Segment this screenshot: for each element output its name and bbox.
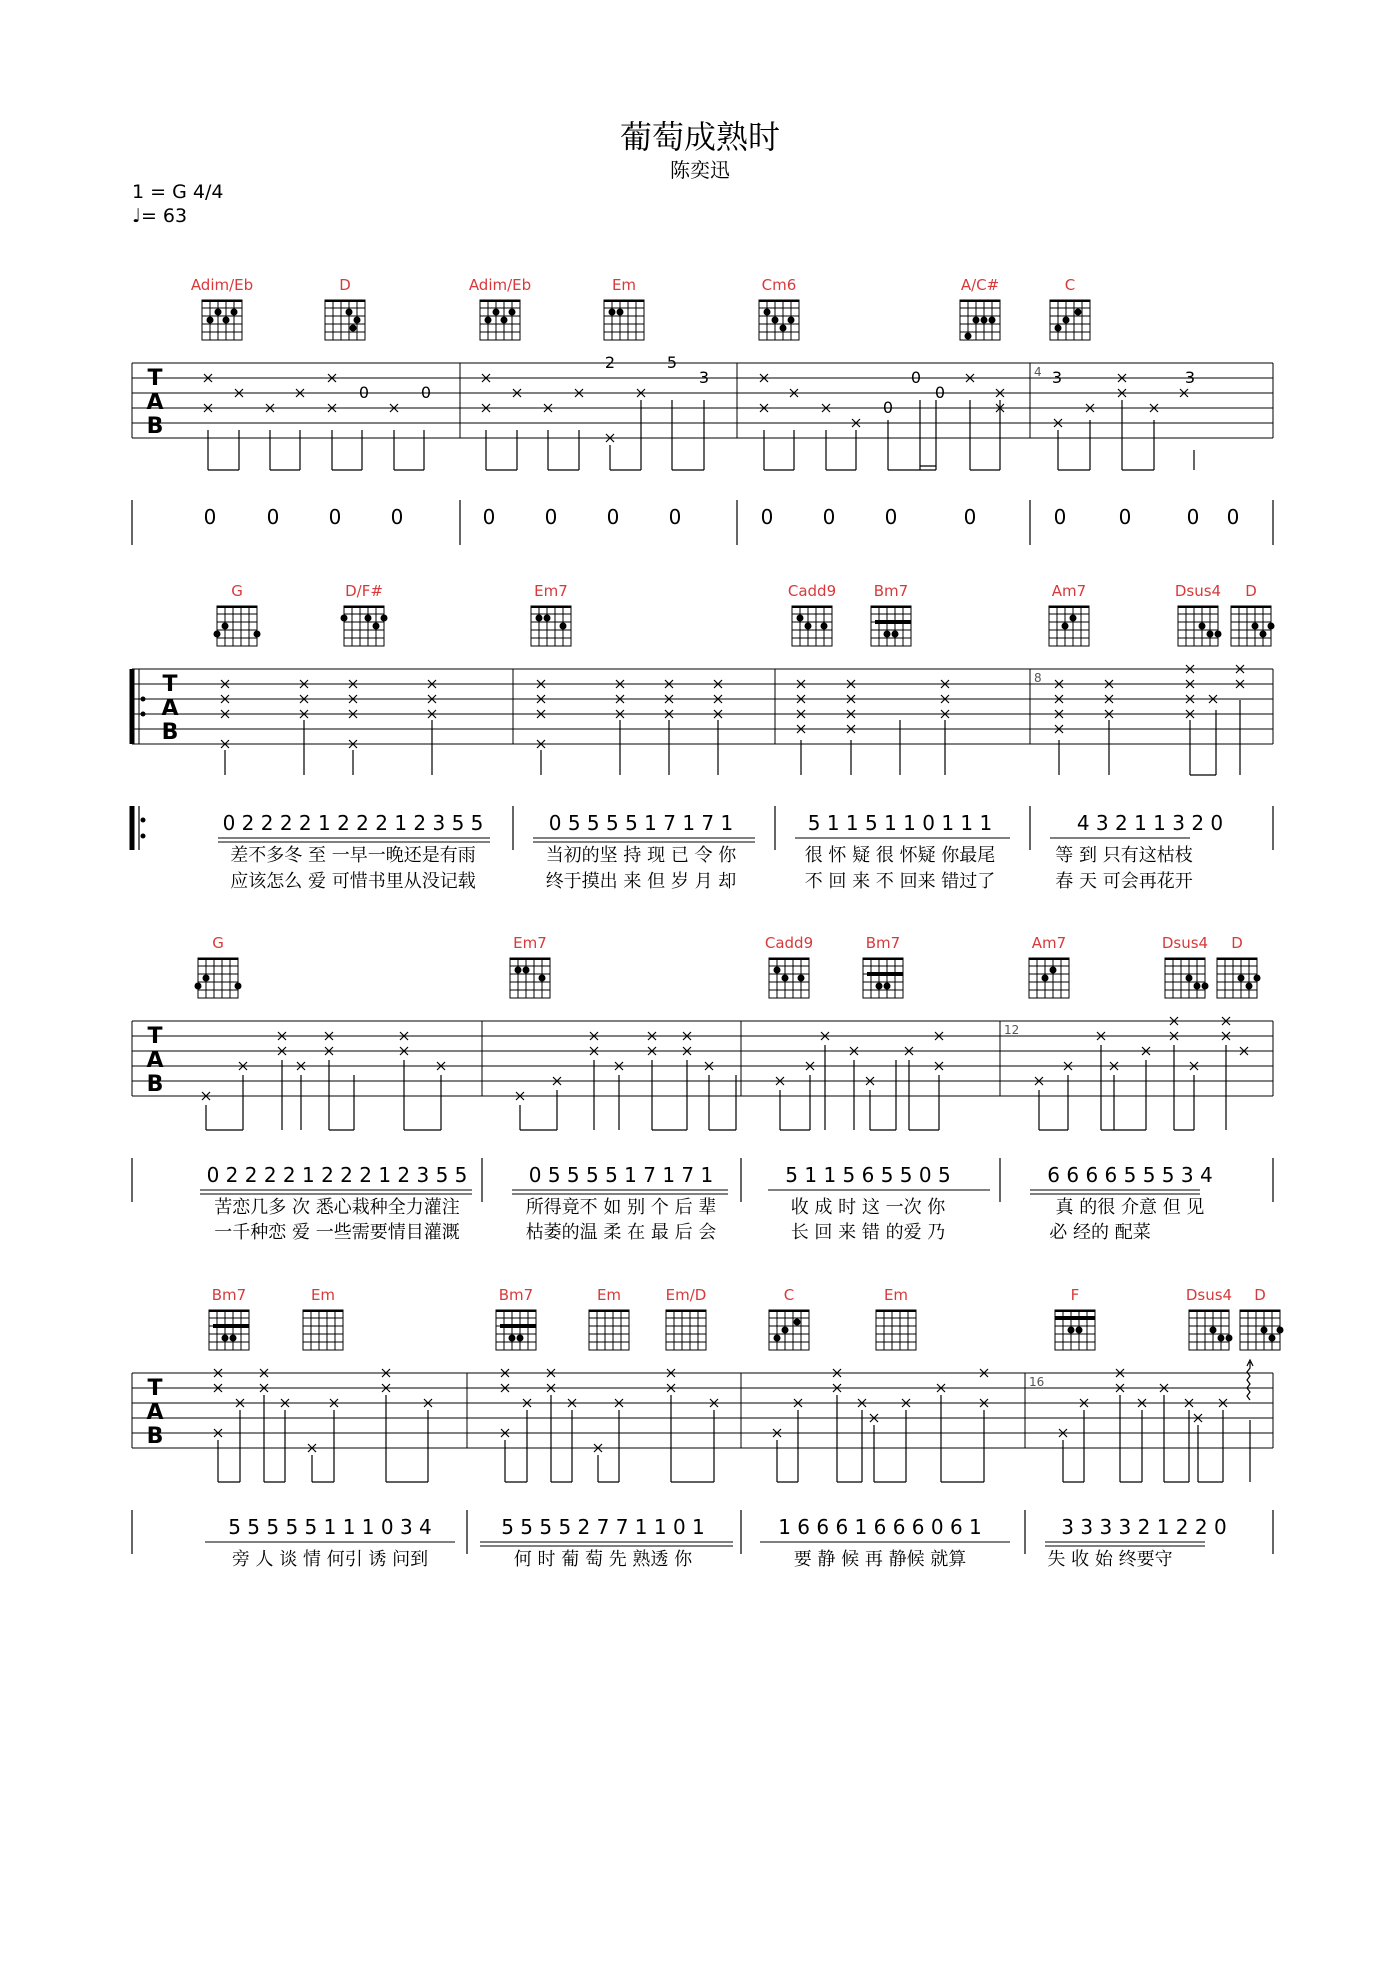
repeat-dot [141, 712, 146, 717]
chord-label: Dsus4 [1185, 1286, 1233, 1304]
lyric-line: 苦恋几多 次 悉心栽种全力灌注 [214, 1197, 460, 1218]
chord-label: D [1254, 1286, 1266, 1304]
chord-diagram [1165, 958, 1209, 998]
jianpu-measure: 3 3 3 3 2 1 2 2 0 [1061, 1515, 1227, 1539]
lyric-line: 等 到 只有这枯枝 [1055, 845, 1193, 866]
lyric-line: 所得竟不 如 别 个 后 辈 [525, 1197, 717, 1218]
lyric-line: 真 的很 介意 但 见 [1055, 1197, 1205, 1218]
chord-diagram [863, 958, 903, 998]
jianpu-measure: 1 6 6 6 1 6 6 6 0 6 1 [778, 1515, 982, 1539]
lyric-line: 差不多冬 至 一早一晚还是有雨 [230, 845, 476, 866]
chord-diagram [769, 1310, 809, 1350]
jianpu-measure: 5 1 1 5 1 1 0 1 1 1 [807, 811, 993, 835]
tab-staff [132, 669, 1273, 744]
chord-label: Cadd9 [764, 934, 814, 952]
chord-diagram [496, 1310, 536, 1350]
chord-diagram [1178, 606, 1222, 646]
tab-clef: A [161, 696, 179, 721]
chord-diagram [769, 958, 809, 998]
jianpu-note: 0 [1053, 505, 1067, 529]
tab-clef: A [146, 390, 164, 415]
tab-number: 2 [604, 353, 616, 372]
repeat-dot [141, 834, 146, 839]
tab-clef: T [147, 1024, 163, 1049]
lyric-line: 旁 人 谈 情 何引 诱 问到 [231, 1549, 429, 1570]
chord-label: G [212, 934, 224, 952]
measure-number: 12 [1004, 1023, 1020, 1037]
tab-clef: T [147, 1376, 163, 1401]
lyric-line: 必 经的 配菜 [1049, 1222, 1151, 1243]
tab-clef: B [146, 1072, 164, 1097]
jianpu-note: 0 [390, 505, 404, 529]
jianpu-note: 0 [203, 505, 217, 529]
chord-diagram [1231, 606, 1275, 646]
jianpu-note: 0 [606, 505, 620, 529]
chord-diagram [1049, 606, 1089, 646]
chord-diagram [1189, 1310, 1233, 1350]
chord-label: C [1064, 276, 1076, 294]
tab-number: 0 [358, 383, 370, 402]
lyric-line: 春 天 可会再花开 [1055, 871, 1193, 892]
chord-diagram [960, 300, 1000, 340]
tab-number: 0 [910, 368, 922, 387]
song-title: 葡萄成熟时 [619, 118, 780, 156]
tab-x-marks [202, 1017, 1248, 1100]
lyric-line: 不 回 来 不 回来 错过了 [804, 871, 996, 892]
system-3 [132, 934, 1273, 1243]
chord-label: D [1245, 582, 1257, 600]
jianpu-measure: 5 1 1 5 6 5 5 0 5 [785, 1163, 951, 1187]
tab-clef: T [162, 672, 178, 697]
chord-diagram [1217, 958, 1261, 998]
note-stems [208, 400, 1194, 470]
jianpu-measure: 5 5 5 5 2 7 7 1 1 0 1 [501, 1515, 705, 1539]
key-signature: 1 = G 4/4 [132, 181, 224, 203]
tempo-marking: ♩= 63 [132, 205, 188, 227]
jianpu-note: 0 [482, 505, 496, 529]
chord-diagram [325, 300, 365, 340]
lyric-line: 很 怀 疑 很 怀疑 你最尾 [804, 845, 996, 866]
chord-label: Bm7 [865, 934, 901, 952]
chord-label: Cadd9 [787, 582, 837, 600]
chord-label: C [783, 1286, 795, 1304]
chord-label: Bm7 [211, 1286, 247, 1304]
jianpu-note: 0 [884, 505, 898, 529]
chord-diagram [202, 300, 242, 340]
chord-diagram [303, 1310, 343, 1350]
measure-number: 8 [1034, 671, 1042, 685]
chord-label: Am7 [1031, 934, 1067, 952]
chord-diagram [1050, 300, 1090, 340]
note-stems [206, 1045, 1226, 1130]
tab-number: 5 [666, 353, 678, 372]
jianpu-note: 0 [1186, 505, 1200, 529]
tab-number: 3 [1051, 368, 1063, 387]
lyric-line: 失 收 始 终要守 [1047, 1549, 1173, 1570]
jianpu-note: 0 [668, 505, 682, 529]
chord-diagram [871, 606, 911, 646]
jianpu-note: 0 [963, 505, 977, 529]
underline-beams [205, 1542, 1205, 1546]
tab-number: 0 [934, 383, 946, 402]
tab-x-marks [214, 1369, 1227, 1452]
chord-label: Adim/Eb [468, 276, 532, 294]
system-4 [132, 1286, 1284, 1570]
chord-diagram [1240, 1310, 1284, 1350]
lyric-line: 终于摸出 来 但 岁 月 却 [545, 871, 737, 892]
jianpu-note: 0 [544, 505, 558, 529]
chord-label: Em/D [665, 1286, 707, 1304]
chord-diagram [759, 300, 799, 340]
tab-clef: B [146, 1424, 164, 1449]
song-artist: 陈奕迅 [670, 158, 730, 182]
tab-number: 3 [1184, 368, 1196, 387]
system-2 [132, 582, 1275, 892]
note-stems [218, 1395, 1250, 1482]
note-stems [225, 700, 1240, 775]
chord-label: Em [310, 1286, 336, 1304]
repeat-dot [141, 697, 146, 702]
jianpu-measure: 0 5 5 5 5 1 7 1 7 1 [548, 811, 734, 835]
chord-diagram [209, 1310, 249, 1350]
lyric-line: 应该怎么 爱 可惜书里从没记载 [230, 871, 476, 892]
tab-clef: T [147, 366, 163, 391]
lyric-line: 一千种恋 爱 一些需要情目灌溉 [214, 1222, 460, 1243]
chord-label: Am7 [1051, 582, 1087, 600]
chord-label: Em [596, 1286, 622, 1304]
chord-label: Adim/Eb [190, 276, 254, 294]
chord-label: Cm6 [761, 276, 797, 294]
tab-staff [132, 1373, 1273, 1448]
chord-label: G [231, 582, 243, 600]
chord-diagram [792, 606, 832, 646]
chord-label: Em [883, 1286, 909, 1304]
chord-diagram [589, 1310, 629, 1350]
jianpu-staff [132, 500, 1273, 545]
chord-label: D/F# [345, 582, 383, 600]
chord-diagram [510, 958, 550, 998]
lyric-line: 长 回 来 错 的爱 乃 [790, 1222, 946, 1243]
lyric-line: 何 时 葡 萄 先 熟透 你 [513, 1549, 693, 1570]
chord-diagram [214, 606, 261, 646]
lyric-line: 枯萎的温 柔 在 最 后 会 [525, 1222, 717, 1243]
chord-label: Bm7 [873, 582, 909, 600]
jianpu-note: 0 [266, 505, 280, 529]
tab-clef: A [146, 1400, 164, 1425]
tab-clef: A [146, 1048, 164, 1073]
chord-diagram [480, 300, 520, 340]
tab-number: 0 [882, 398, 894, 417]
chord-label: Em [611, 276, 637, 294]
tab-number: 3 [698, 368, 710, 387]
chord-label: D [1231, 934, 1243, 952]
chord-label: Em7 [513, 934, 547, 952]
tab-clef: B [146, 414, 164, 439]
jianpu-note: 0 [1118, 505, 1132, 529]
tab-x-marks [221, 665, 1244, 748]
chord-diagram [195, 958, 242, 998]
jianpu-measure: 0 2 2 2 2 1 2 2 2 1 2 3 5 5 [206, 1163, 468, 1187]
lyric-line: 要 静 候 再 静候 就算 [793, 1549, 967, 1570]
underline-beams [200, 1190, 1200, 1194]
chord-label: F [1070, 1286, 1080, 1304]
arpeggio-mark [1247, 1360, 1253, 1400]
tab-number: 0 [420, 383, 432, 402]
tab-staff [132, 1021, 1273, 1096]
lyric-line: 收 成 时 这 一次 你 [790, 1197, 946, 1218]
measure-number: 16 [1029, 1375, 1045, 1389]
chord-diagram [604, 300, 644, 340]
lyric-line: 当初的坚 持 现 已 令 你 [545, 845, 737, 866]
chord-diagram [666, 1310, 706, 1350]
chord-label: A/C# [960, 276, 1000, 294]
jianpu-note: 0 [328, 505, 342, 529]
jianpu-measure: 4 3 2 1 1 3 2 0 [1076, 811, 1224, 835]
measure-number: 4 [1034, 365, 1042, 379]
jianpu-note: 0 [822, 505, 836, 529]
system-1 [132, 276, 1273, 545]
jianpu-note: 0 [760, 505, 774, 529]
chord-label: Dsus4 [1161, 934, 1209, 952]
chord-label: Dsus4 [1174, 582, 1222, 600]
chord-diagram [1029, 958, 1069, 998]
chord-label: Bm7 [498, 1286, 534, 1304]
repeat-dot [141, 818, 146, 823]
chord-diagram [876, 1310, 916, 1350]
chord-diagram [531, 606, 571, 646]
jianpu-measure: 6 6 6 6 5 5 5 3 4 [1047, 1163, 1213, 1187]
jianpu-measure: 5 5 5 5 5 1 1 1 0 3 4 [228, 1515, 432, 1539]
jianpu-note: 0 [1226, 505, 1240, 529]
chord-label: D [339, 276, 351, 294]
jianpu-measure: 0 5 5 5 5 1 7 1 7 1 [528, 1163, 714, 1187]
chord-diagram [1055, 1310, 1095, 1350]
jianpu-measure: 0 2 2 2 2 1 2 2 2 1 2 3 5 5 [222, 811, 484, 835]
chord-label: Em7 [534, 582, 568, 600]
tab-clef: B [161, 720, 179, 745]
underline-beams [218, 838, 1190, 842]
chord-diagram [341, 606, 388, 646]
